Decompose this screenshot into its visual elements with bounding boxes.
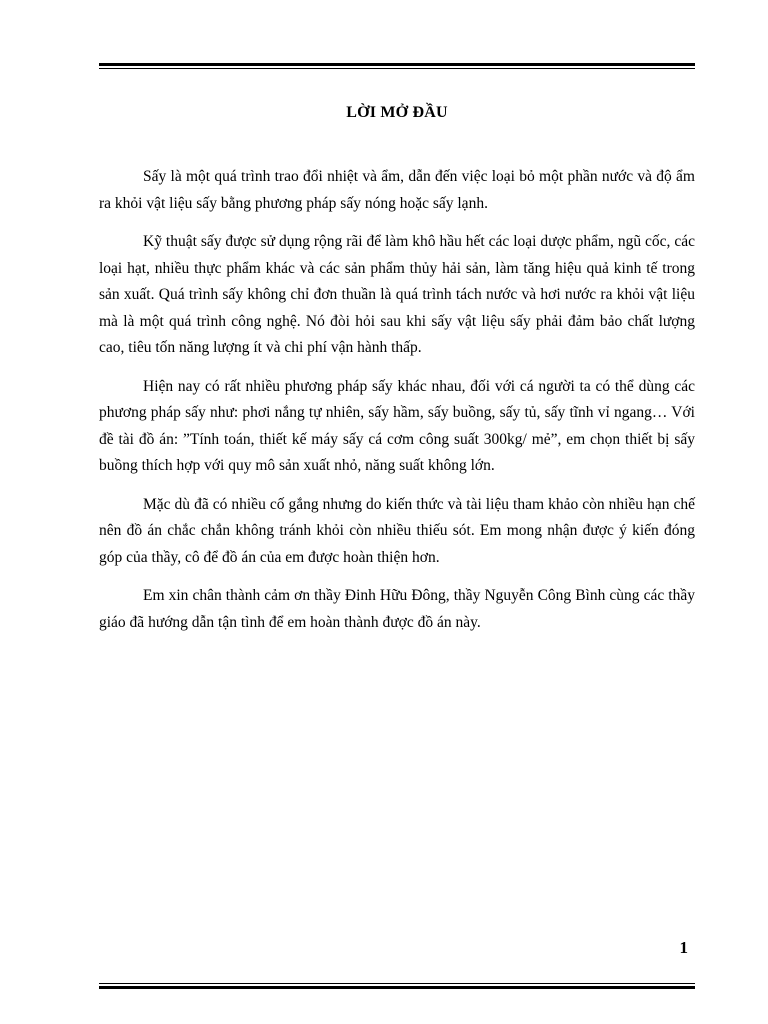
paragraph-5: Em xin chân thành cảm ơn thầy Đinh Hữu Đông, thầy Nguyễn Công Bình cùng các thầy giáo đã hướng dẫn tận tình để em hoàn thành được đồ án này. [99,587,695,631]
page-title: LỜI MỞ ĐẦU [346,104,448,121]
paragraph-4: Mặc dù đã có nhiều cố gắng nhưng do kiến thức và tài liệu tham khảo còn nhiều hạn chế nên đồ án chắc chắn không tránh khỏi còn nhiều thiếu sót. Em mong nhận được ý kiến đóng góp của thầy, cô để đồ án của em được hoàn thiện hơn. [99,495,695,566]
paragraph-3: Hiện nay có rất nhiều phương pháp sấy khác nhau, đối với cá người ta có thể dùng các phương pháp sấy như: phơi nắng tự nhiên, sấy hầm, sấy buồng, sấy tủ, sấy tĩnh vỉ ngang… Với đề tài đồ án: ”Tính toán, thiết kế máy sấy cá cơm công suất 300kg/ mẻ”, em chọn thiết bị sấy buồng thích hợp với quy mô sản xuất nhỏ, năng suất không lớn. [99,377,695,474]
header-double-rule [99,63,695,69]
footer-double-rule [99,983,695,989]
page-number: 1 [679,938,688,957]
paragraph-1: Sấy là một quá trình trao đổi nhiệt và ẩm, dẫn đến việc loại bỏ một phần nước và độ ẩm ra khỏi vật liệu sấy bằng phương pháp sấy nóng hoặc sấy lạnh. [99,168,695,212]
paragraph-2: Kỹ thuật sấy được sử dụng rộng rãi để làm khô hầu hết các loại dược phẩm, ngũ cốc, các loại hạt, nhiều thực phẩm khác và các sản phẩm thủy hải sản, làm tăng hiệu quả kinh tế trong sản xuất. Quá trình sấy không chỉ đơn thuần là quá trình tách nước và hơi nước ra khỏi vật liệu mà là một quá trình công nghệ. Nó đòi hỏi sau khi sấy vật liệu sấy phải đảm bảo chất lượng cao, tiêu tốn năng lượng ít và chi phí vận hành thấp. [99,233,695,356]
document-body [99,164,695,648]
